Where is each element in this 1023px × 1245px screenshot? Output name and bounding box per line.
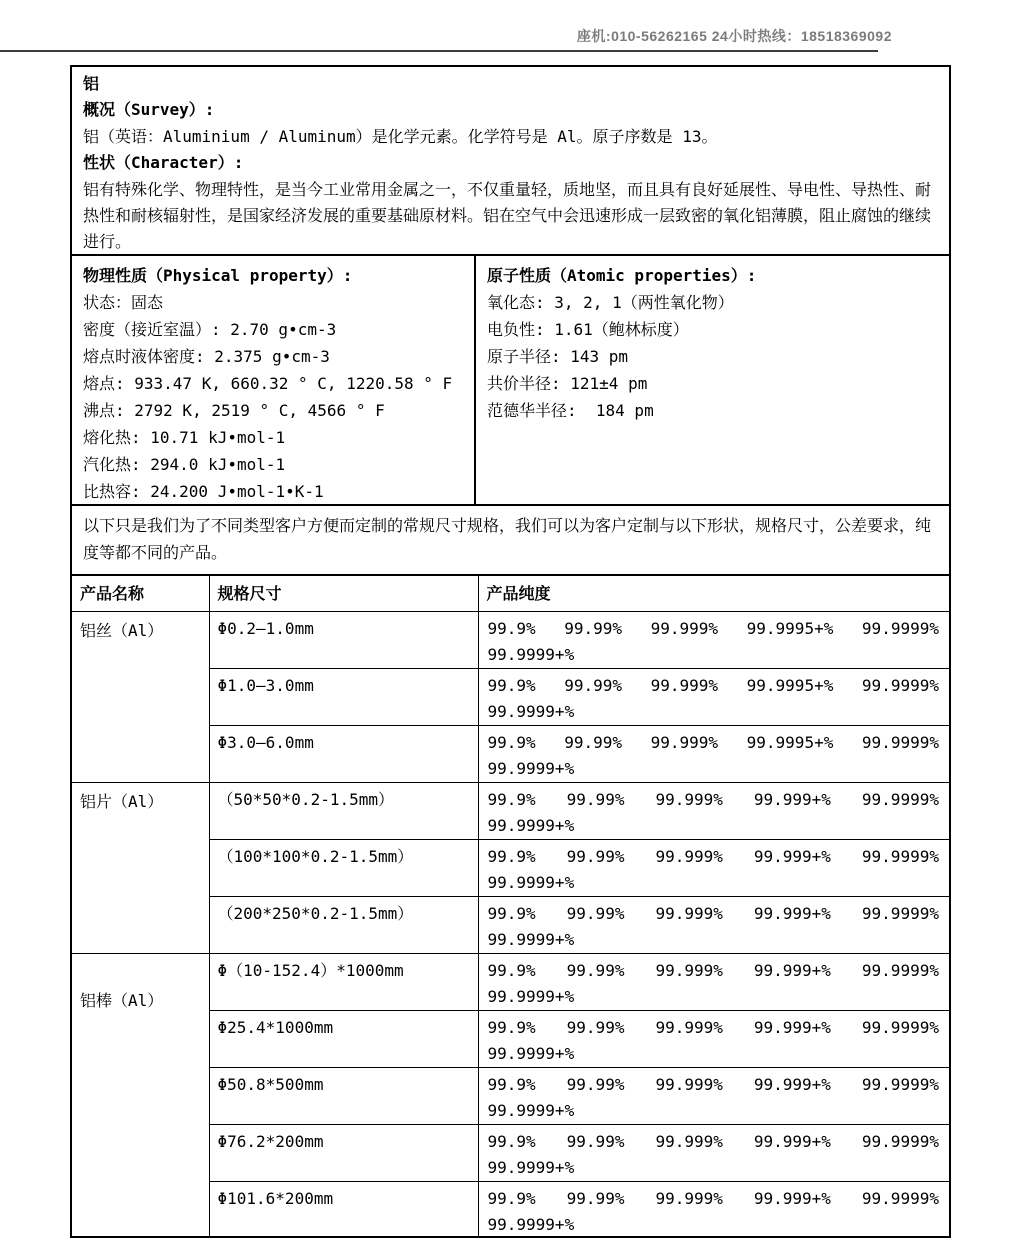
atomic-property-line: 范德华半径: 184 pm bbox=[487, 401, 654, 420]
physical-properties-column bbox=[72, 256, 476, 504]
atomic-properties-column bbox=[476, 256, 949, 504]
spec-size-cell: Φ0.2—1.0mm bbox=[209, 611, 478, 668]
purity-value: 99.99% bbox=[566, 1074, 625, 1094]
purity-value: 99.999% bbox=[650, 618, 719, 638]
atomic-property-line: 原子半径: 143 pm bbox=[487, 347, 629, 366]
spec-size-cell: Φ（10-152.4）*1000mm bbox=[209, 953, 478, 1010]
purity-cell bbox=[478, 896, 949, 953]
spec-size-cell: Φ25.4*1000mm bbox=[209, 1010, 478, 1067]
product-name-cell: 铝丝（Al） bbox=[72, 611, 209, 782]
purity-cell bbox=[478, 725, 949, 782]
table-row bbox=[72, 782, 949, 839]
purity-value: 99.9% bbox=[487, 618, 536, 638]
custom-order-note: 以下只是我们为了不同类型客户方便而定制的常规尺寸规格，我们可以为客户定制与以下形状，规格尺寸，公差要求，纯度等都不同的产品。 bbox=[72, 506, 949, 576]
purity-value: 99.999% bbox=[655, 1131, 723, 1151]
physical-properties-title: 物理性质（Physical property）: bbox=[83, 266, 353, 285]
purity-value: 99.9999% bbox=[861, 903, 939, 923]
purity-value: 99.9999% bbox=[861, 618, 939, 638]
purity-value: 99.9% bbox=[487, 1017, 536, 1037]
purity-value: 99.99% bbox=[566, 1131, 625, 1151]
purity-value: 99.9% bbox=[487, 1131, 536, 1151]
product-table-body bbox=[72, 611, 949, 1238]
table-row bbox=[72, 611, 949, 668]
spec-size-cell: Φ76.2*200mm bbox=[209, 1124, 478, 1181]
purity-values-line bbox=[488, 901, 940, 927]
purity-values-line bbox=[488, 1129, 940, 1155]
character-text: 铝有特殊化学、物理特性，是当今工业常用金属之一，不仅重量轻，质地坚，而且具有良好延展性、导电性、导热性、耐热性和耐核辐射性，是国家经济发展的重要基础原材料。铝在空气中会迅速形成一层致密的氧化铝薄膜，阻止腐蚀的继续进行。 bbox=[83, 179, 932, 252]
purity-value: 99.99% bbox=[566, 960, 625, 980]
purity-values-line bbox=[488, 1015, 940, 1041]
atomic-property-line: 氧化态: 3, 2, 1（两性氧化物） bbox=[487, 293, 734, 312]
purity-value-extra: 99.9999+% bbox=[487, 815, 575, 835]
purity-value-extra: 99.9999+% bbox=[487, 1157, 575, 1177]
table-header-row bbox=[72, 576, 949, 611]
purity-value-extra: 99.9999+% bbox=[487, 1100, 575, 1120]
purity-value: 99.99% bbox=[566, 789, 625, 809]
physical-property-line: 状态：固态 bbox=[83, 293, 164, 312]
spec-size-cell: （200*250*0.2-1.5mm） bbox=[209, 896, 478, 953]
purity-value-extra: 99.9999+% bbox=[487, 644, 575, 664]
purity-value: 99.99% bbox=[566, 1017, 625, 1037]
intro-section bbox=[72, 67, 949, 256]
purity-value: 99.9% bbox=[487, 1074, 536, 1094]
product-name-cell: 铝棒（Al） bbox=[72, 953, 209, 1238]
purity-value: 99.99% bbox=[564, 732, 623, 752]
purity-cell bbox=[478, 1067, 949, 1124]
purity-value: 99.999% bbox=[655, 1074, 723, 1094]
purity-value: 99.9999% bbox=[861, 675, 939, 695]
purity-value: 99.9999% bbox=[861, 1188, 939, 1208]
element-title: 铝 bbox=[83, 74, 100, 93]
purity-cell bbox=[478, 782, 949, 839]
purity-value: 99.9999% bbox=[861, 960, 939, 980]
table-row bbox=[72, 953, 949, 1010]
purity-value-extra: 99.9999+% bbox=[487, 1043, 575, 1063]
physical-property-line: 密度（接近室温）: 2.70 g•cm-3 bbox=[83, 320, 337, 339]
purity-values-line bbox=[488, 958, 940, 984]
purity-value: 99.999+% bbox=[753, 1131, 831, 1151]
purity-value: 99.9999% bbox=[861, 789, 939, 809]
purity-values-line bbox=[488, 787, 940, 813]
purity-value: 99.999% bbox=[655, 846, 723, 866]
purity-cell bbox=[478, 1124, 949, 1181]
purity-value: 99.9995+% bbox=[746, 675, 834, 695]
spec-size-cell: Φ50.8*500mm bbox=[209, 1067, 478, 1124]
atomic-property-line: 共价半径: 121±4 pm bbox=[487, 374, 648, 393]
properties-section bbox=[72, 256, 949, 506]
purity-value: 99.999+% bbox=[753, 960, 831, 980]
purity-value: 99.9995+% bbox=[746, 732, 834, 752]
purity-value: 99.9999% bbox=[861, 846, 939, 866]
purity-value: 99.99% bbox=[566, 846, 625, 866]
purity-value: 99.9% bbox=[487, 960, 536, 980]
purity-values-line bbox=[488, 1072, 940, 1098]
purity-value: 99.999% bbox=[655, 960, 723, 980]
purity-values-line bbox=[488, 616, 940, 642]
purity-values-line bbox=[488, 844, 940, 870]
purity-value: 99.999% bbox=[650, 675, 719, 695]
spec-size-cell: （50*50*0.2-1.5mm） bbox=[209, 782, 478, 839]
header-divider bbox=[0, 50, 878, 52]
survey-label: 概况（Survey）: bbox=[83, 100, 215, 120]
physical-property-line: 比热容: 24.200 J•mol-1•K-1 bbox=[83, 482, 324, 501]
product-name-cell: 铝片（Al） bbox=[72, 782, 209, 953]
purity-value: 99.99% bbox=[566, 1188, 625, 1208]
purity-value: 99.99% bbox=[564, 675, 623, 695]
character-label: 性状（Character）: bbox=[83, 153, 244, 173]
purity-values-line bbox=[488, 1186, 940, 1212]
purity-value: 99.999+% bbox=[753, 789, 831, 809]
purity-value: 99.999% bbox=[655, 1188, 723, 1208]
purity-values-line bbox=[488, 730, 940, 756]
atomic-property-line: 电负性: 1.61（鲍林标度） bbox=[487, 320, 689, 339]
atomic-properties-title: 原子性质（Atomic properties）: bbox=[487, 266, 757, 285]
purity-value-extra: 99.9999+% bbox=[487, 929, 575, 949]
survey-text: 铝（英语：Aluminium / Aluminum）是化学元素。化学符号是 Al。原子序数是 13。 bbox=[83, 126, 718, 146]
purity-value: 99.9999% bbox=[861, 732, 939, 752]
purity-value: 99.999+% bbox=[753, 1074, 831, 1094]
purity-value: 99.9% bbox=[487, 789, 536, 809]
purity-value: 99.9% bbox=[487, 846, 536, 866]
physical-property-line: 汽化热: 294.0 kJ•mol-1 bbox=[83, 455, 286, 474]
purity-cell bbox=[478, 1010, 949, 1067]
spec-size-cell: Φ101.6*200mm bbox=[209, 1181, 478, 1238]
purity-value-extra: 99.9999+% bbox=[487, 1214, 575, 1234]
spec-size-cell: Φ3.0—6.0mm bbox=[209, 725, 478, 782]
purity-value: 99.9995+% bbox=[746, 618, 834, 638]
product-table bbox=[72, 576, 949, 1238]
purity-value: 99.9999% bbox=[861, 1017, 939, 1037]
column-header-product-name: 产品名称 bbox=[72, 576, 209, 611]
purity-value: 99.99% bbox=[566, 903, 625, 923]
purity-cell bbox=[478, 1181, 949, 1238]
purity-value: 99.999% bbox=[655, 903, 723, 923]
purity-value-extra: 99.9999+% bbox=[487, 872, 575, 892]
purity-value-extra: 99.9999+% bbox=[487, 986, 575, 1006]
purity-value: 99.9% bbox=[487, 732, 536, 752]
purity-value: 99.999% bbox=[655, 789, 723, 809]
purity-value: 99.999+% bbox=[753, 846, 831, 866]
spec-size-cell: Φ1.0—3.0mm bbox=[209, 668, 478, 725]
contact-info: 座机:010-56262165 24小时热线：18518369092 bbox=[576, 28, 892, 44]
purity-cell bbox=[478, 953, 949, 1010]
purity-value: 99.9% bbox=[487, 903, 536, 923]
purity-value: 99.9999% bbox=[861, 1074, 939, 1094]
purity-cell bbox=[478, 839, 949, 896]
purity-cell bbox=[478, 611, 949, 668]
purity-value: 99.999+% bbox=[753, 903, 831, 923]
purity-value: 99.999% bbox=[650, 732, 719, 752]
purity-value: 99.999+% bbox=[753, 1188, 831, 1208]
purity-value: 99.9% bbox=[487, 1188, 536, 1208]
column-header-spec-size: 规格尺寸 bbox=[209, 576, 478, 611]
purity-value-extra: 99.9999+% bbox=[487, 758, 575, 778]
purity-value: 99.99% bbox=[564, 618, 623, 638]
spec-size-cell: （100*100*0.2-1.5mm） bbox=[209, 839, 478, 896]
purity-value: 99.9% bbox=[487, 675, 536, 695]
column-header-purity: 产品纯度 bbox=[478, 576, 949, 611]
physical-property-line: 沸点: 2792 K, 2519 ° C, 4566 ° F bbox=[83, 401, 385, 420]
physical-property-line: 熔点: 933.47 K, 660.32 ° C, 1220.58 ° F bbox=[83, 374, 453, 393]
purity-values-line bbox=[488, 673, 940, 699]
purity-value: 99.999+% bbox=[753, 1017, 831, 1037]
purity-value-extra: 99.9999+% bbox=[487, 701, 575, 721]
purity-value: 99.999% bbox=[655, 1017, 723, 1037]
physical-property-line: 熔点时液体密度: 2.375 g•cm-3 bbox=[83, 347, 330, 366]
purity-value: 99.9999% bbox=[861, 1131, 939, 1151]
physical-property-line: 熔化热: 10.71 kJ•mol-1 bbox=[83, 428, 286, 447]
purity-cell bbox=[478, 668, 949, 725]
document-box bbox=[70, 65, 951, 1238]
